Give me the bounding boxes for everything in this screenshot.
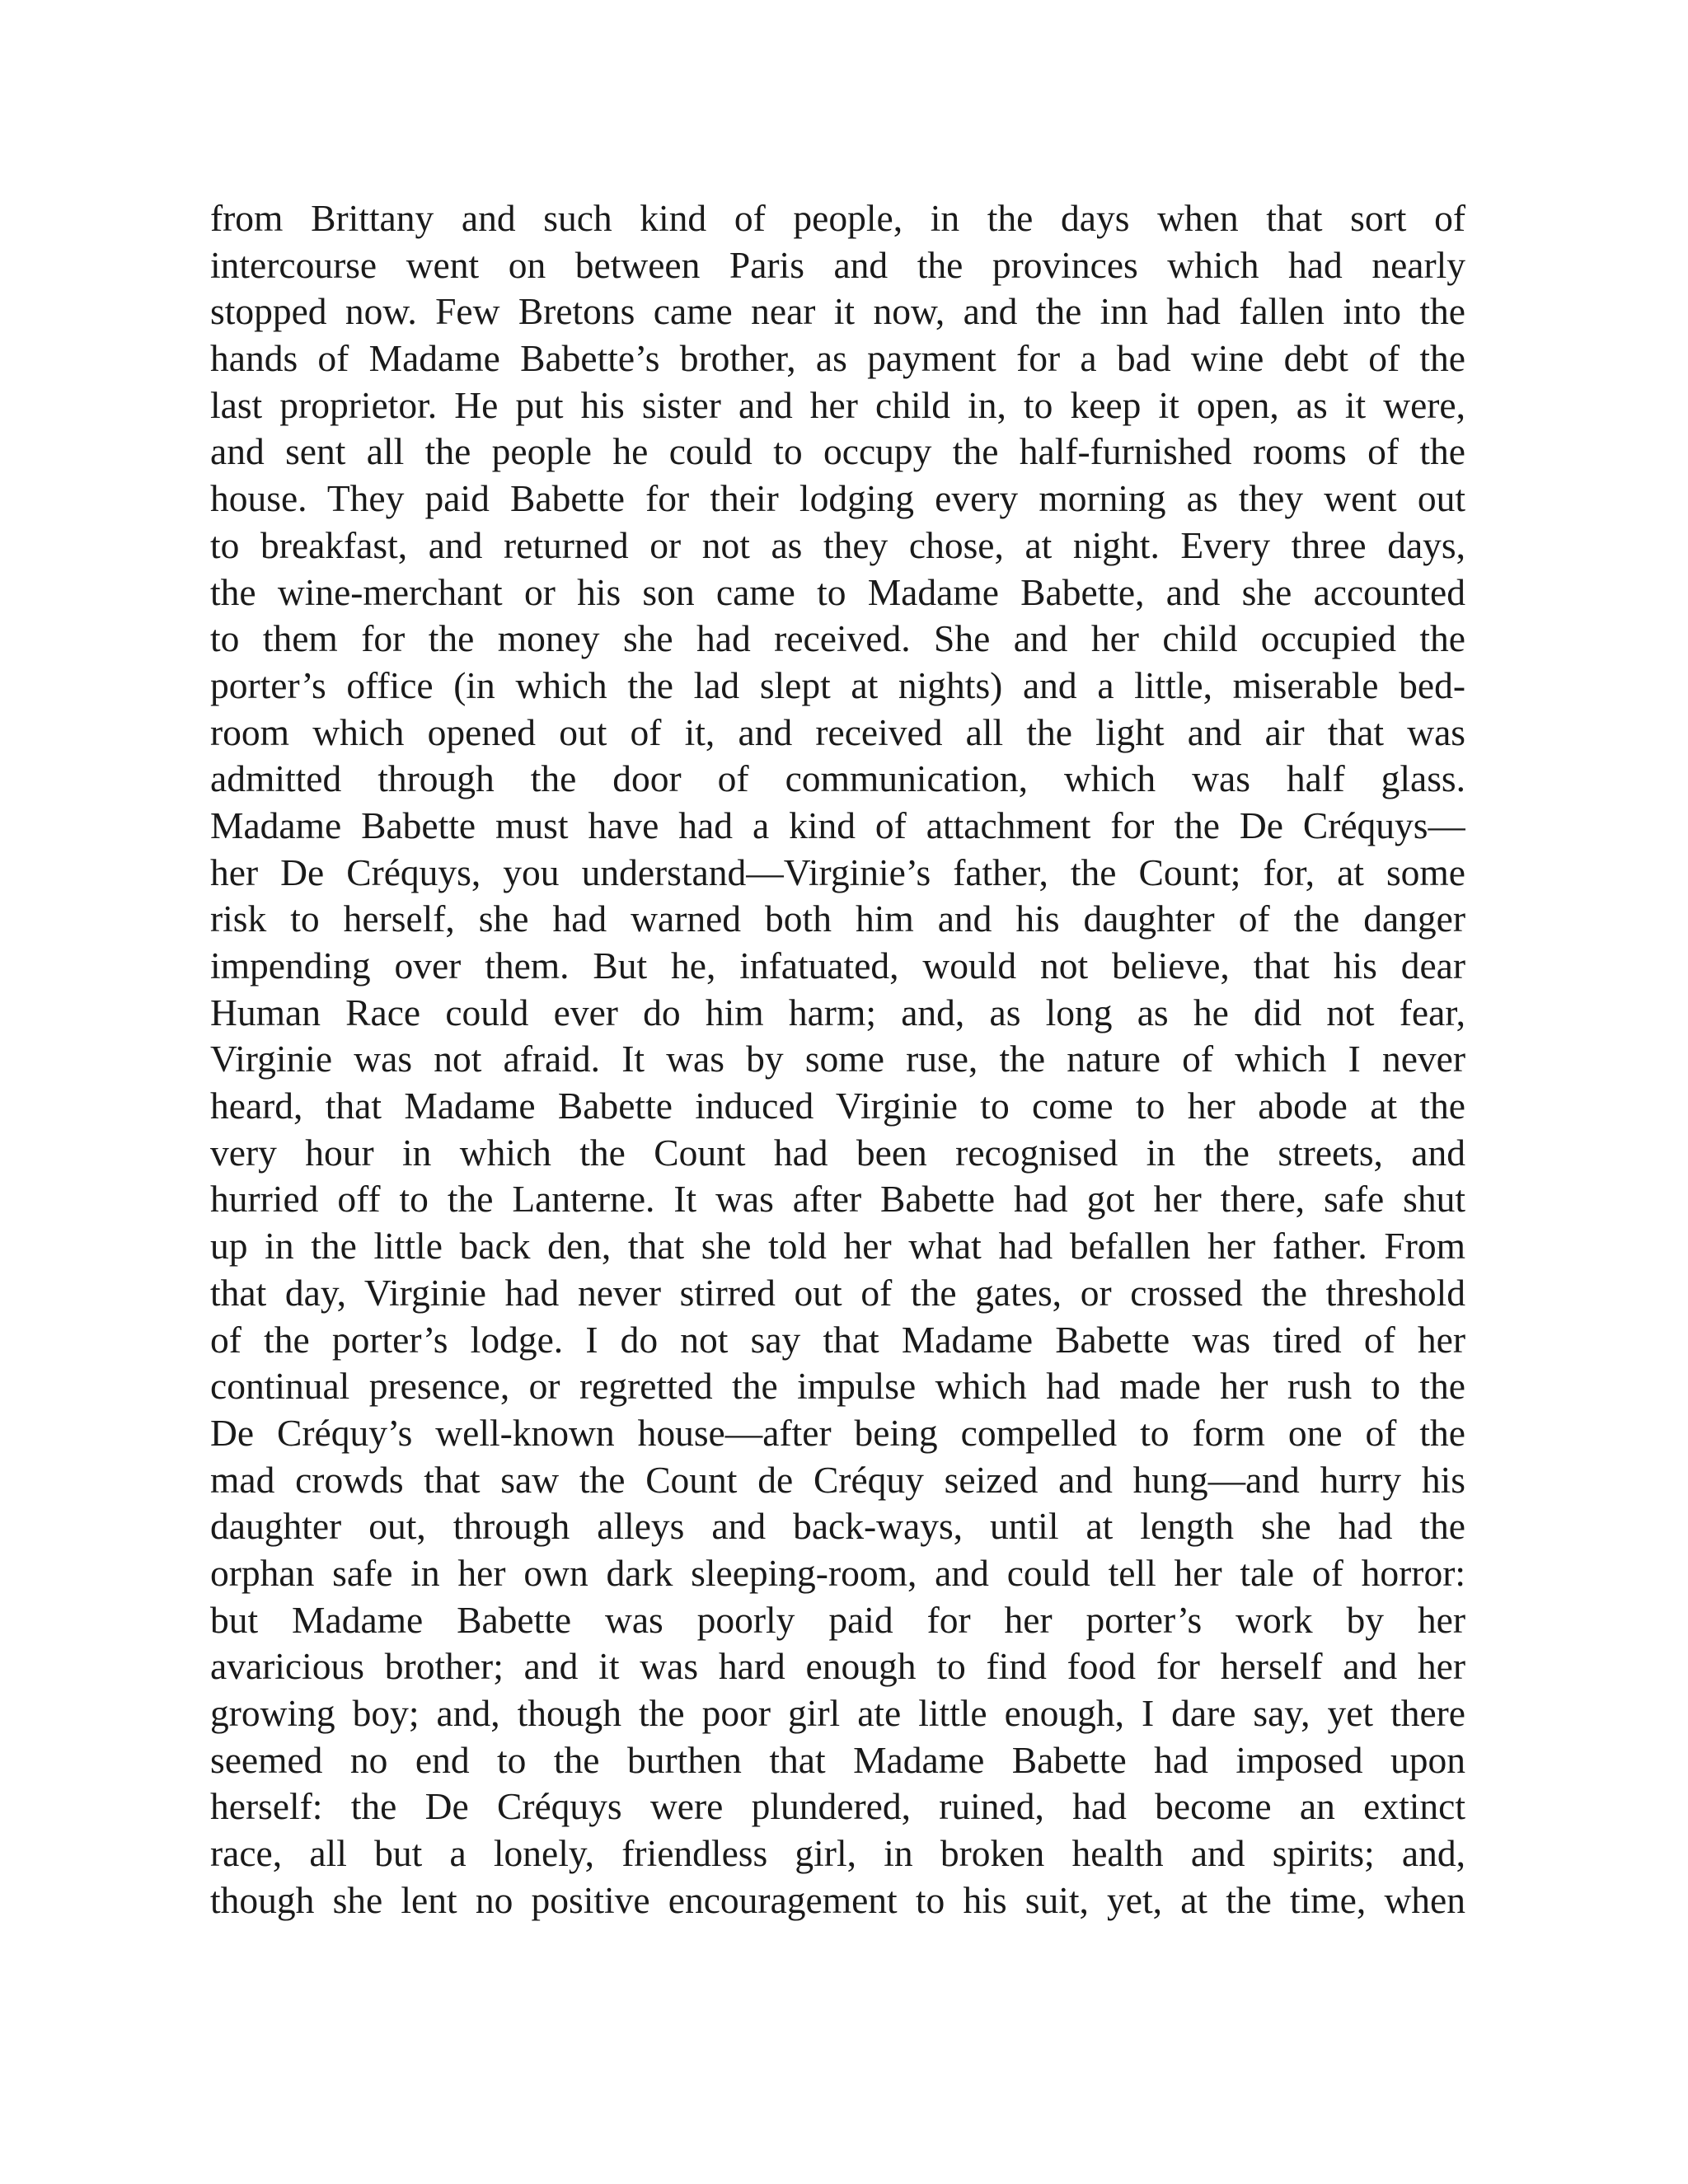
text-line: though she lent no positive encouragement to his suit, yet, at the time, when [210,1878,1465,1921]
text-line: her De Créquys, you understand—Virginie’s father, the Count; for, at some [210,851,1465,893]
text-line: from Brittany and such kind of people, in the days when that sort of [210,197,1465,239]
text-line: daughter out, through alleys and back-ways, until at length she had the [210,1505,1465,1548]
text-line: hurried off to the Lanterne. It was after Babette had got her there, safe shut [210,1178,1465,1221]
text-line: heard, that Madame Babette induced Virginie to come to her abode at the [210,1085,1465,1127]
text-line: but Madame Babette was poorly paid for her porter’s work by her [210,1598,1465,1641]
text-line: admitted through the door of communication, which was half glass. [210,757,1465,800]
text-line: continual presence, or regretted the impulse which had made her rush to the [210,1365,1465,1408]
text-line: growing boy; and, though the poor girl ate little enough, I dare say, yet there [210,1692,1465,1734]
text-line: room which opened out of it, and received all the light and air that was [210,710,1465,753]
text-line: that day, Virginie had never stirred out of the gates, or crossed the threshold [210,1271,1465,1314]
text-line: avaricious brother; and it was hard enough to find food for herself and her [210,1645,1465,1688]
text-line: race, all but a lonely, friendless girl, in broken health and spirits; and, [210,1832,1465,1875]
text-line: De Créquy’s well-known house—after being compelled to form one of the [210,1411,1465,1454]
text-line: impending over them. But he, infatuated, would not believe, that his dear [210,944,1465,987]
text-line: Human Race could ever do him harm; and, as long as he did not fear, [210,991,1465,1033]
text-line: porter’s office (in which the lad slept at nights) and a little, miserable bed- [210,663,1465,706]
text-line: and sent all the people he could to occupy the half-furnished rooms of the [210,430,1465,473]
text-line: of the porter’s lodge. I do not say that Madame Babette was tired of her [210,1318,1465,1361]
text-line: risk to herself, she had warned both him and his daughter of the danger [210,898,1465,940]
text-line: house. They paid Babette for their lodging every morning as they went out [210,477,1465,520]
text-line: mad crowds that saw the Count de Créquy seized and hung—and hurry his [210,1458,1465,1501]
text-line: herself: the De Créquys were plundered, ruined, had become an extinct [210,1785,1465,1828]
text-line: to breakfast, and returned or not as they chose, at night. Every three days, [210,523,1465,566]
text-line: the wine-merchant or his son came to Madame Babette, and she accounted [210,570,1465,613]
text-line: seemed no end to the burthen that Madame Babette had imposed upon [210,1738,1465,1781]
text-line: to them for the money she had received. She and her child occupied the [210,617,1465,660]
text-line: stopped now. Few Bretons came near it now, and the inn had fallen into the [210,290,1465,333]
text-line: intercourse went on between Paris and the provinces which had nearly [210,243,1465,286]
text-line: orphan safe in her own dark sleeping-room, and could tell her tale of horror: [210,1551,1465,1594]
text-line: Virginie was not afraid. It was by some ruse, the nature of which I never [210,1038,1465,1080]
text-line: Madame Babette must have had a kind of attachment for the De Créquys— [210,804,1465,846]
text-line: last proprietor. He put his sister and her child in, to keep it open, as it were, [210,383,1465,426]
text-line: very hour in which the Count had been recognised in the streets, and [210,1131,1465,1174]
text-line: up in the little back den, that she told her what had befallen her father. From [210,1225,1465,1268]
body-text [210,195,1465,1924]
text-line: hands of Madame Babette’s brother, as payment for a bad wine debt of the [210,337,1465,380]
